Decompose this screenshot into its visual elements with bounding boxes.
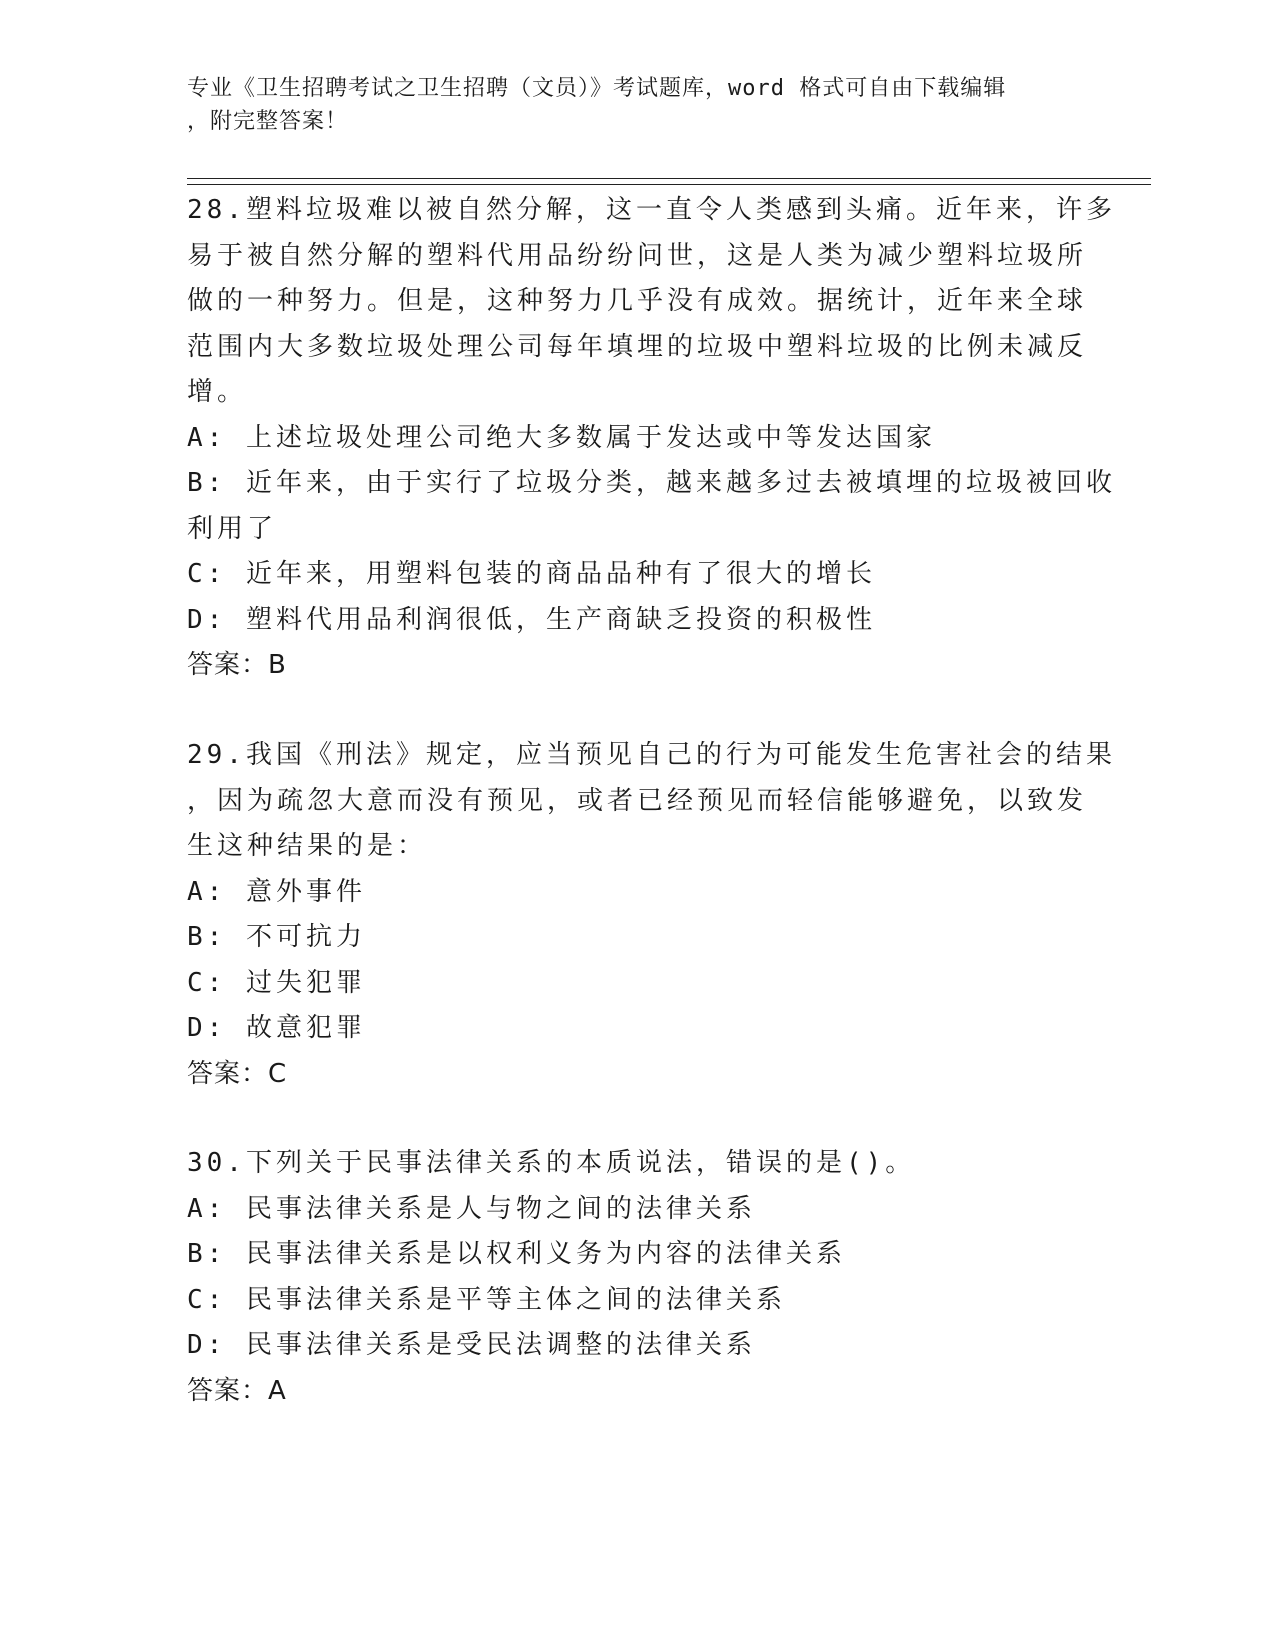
header-divider — [187, 178, 1151, 179]
question-stem: 做的一种努力。但是，这种努力几乎没有成效。据统计，近年来全球 — [187, 286, 1088, 316]
option-d: D: 故意犯罪 — [187, 1013, 366, 1043]
option-d: D: 民事法律关系是受民法调整的法律关系 — [187, 1330, 756, 1360]
option-a: A: 上述垃圾处理公司绝大多数属于发达或中等发达国家 — [187, 422, 936, 453]
option-a: A: 民事法律关系是人与物之间的法律关系 — [187, 1193, 756, 1224]
question-stem: 生这种结果的是： — [187, 831, 428, 861]
option-b: B: 民事法律关系是以权利义务为内容的法律关系 — [187, 1239, 846, 1269]
question-30 — [187, 1141, 1087, 1414]
answer-line: 答案：A — [187, 1375, 287, 1406]
answer-line: 答案：C — [187, 1058, 288, 1089]
question-stem: ，因为疏忽大意而没有预见，或者已经预见而轻信能够避免，以致发 — [187, 785, 1088, 816]
question-stem: 增。 — [187, 377, 248, 407]
document-header — [187, 72, 1067, 138]
header-divider — [187, 184, 1151, 185]
question-stem: 28.塑料垃圾难以被自然分解，这一直令人类感到头痛。近年来，许多 — [187, 195, 1116, 225]
answer-line: 答案：B — [187, 650, 287, 680]
question-stem: 30.下列关于民事法律关系的本质说法，错误的是()。 — [187, 1148, 916, 1178]
header-line: 专业《卫生招聘考试之卫生招聘（文员）》考试题库，word 格式可自由下载编辑 — [187, 76, 1007, 101]
option-b: B: 近年来，由于实行了垃圾分类，越来越多过去被填埋的垃圾被回收 — [187, 468, 1116, 498]
option-b-continued: 利用了 — [187, 513, 278, 544]
option-a: A: 意外事件 — [187, 876, 366, 907]
option-c: C: 过失犯罪 — [187, 967, 366, 998]
question-29 — [187, 733, 1116, 1097]
question-stem: 易于被自然分解的塑料代用品纷纷问世，这是人类为减少塑料垃圾所 — [187, 240, 1088, 271]
option-b: B: 不可抗力 — [187, 922, 366, 952]
option-c: C: 近年来，用塑料包装的商品品种有了很大的增长 — [187, 559, 876, 589]
question-stem: 范围内大多数垃圾处理公司每年填埋的垃圾中塑料垃圾的比例未减反 — [187, 331, 1088, 362]
header-line: ，附完整答案！ — [187, 109, 349, 134]
option-c: C: 民事法律关系是平等主体之间的法律关系 — [187, 1284, 786, 1315]
question-stem: 29.我国《刑法》规定，应当预见自己的行为可能发生危害社会的结果 — [187, 740, 1116, 770]
option-d: D: 塑料代用品利润很低，生产商缺乏投资的积极性 — [187, 604, 876, 635]
question-28 — [187, 188, 1116, 689]
